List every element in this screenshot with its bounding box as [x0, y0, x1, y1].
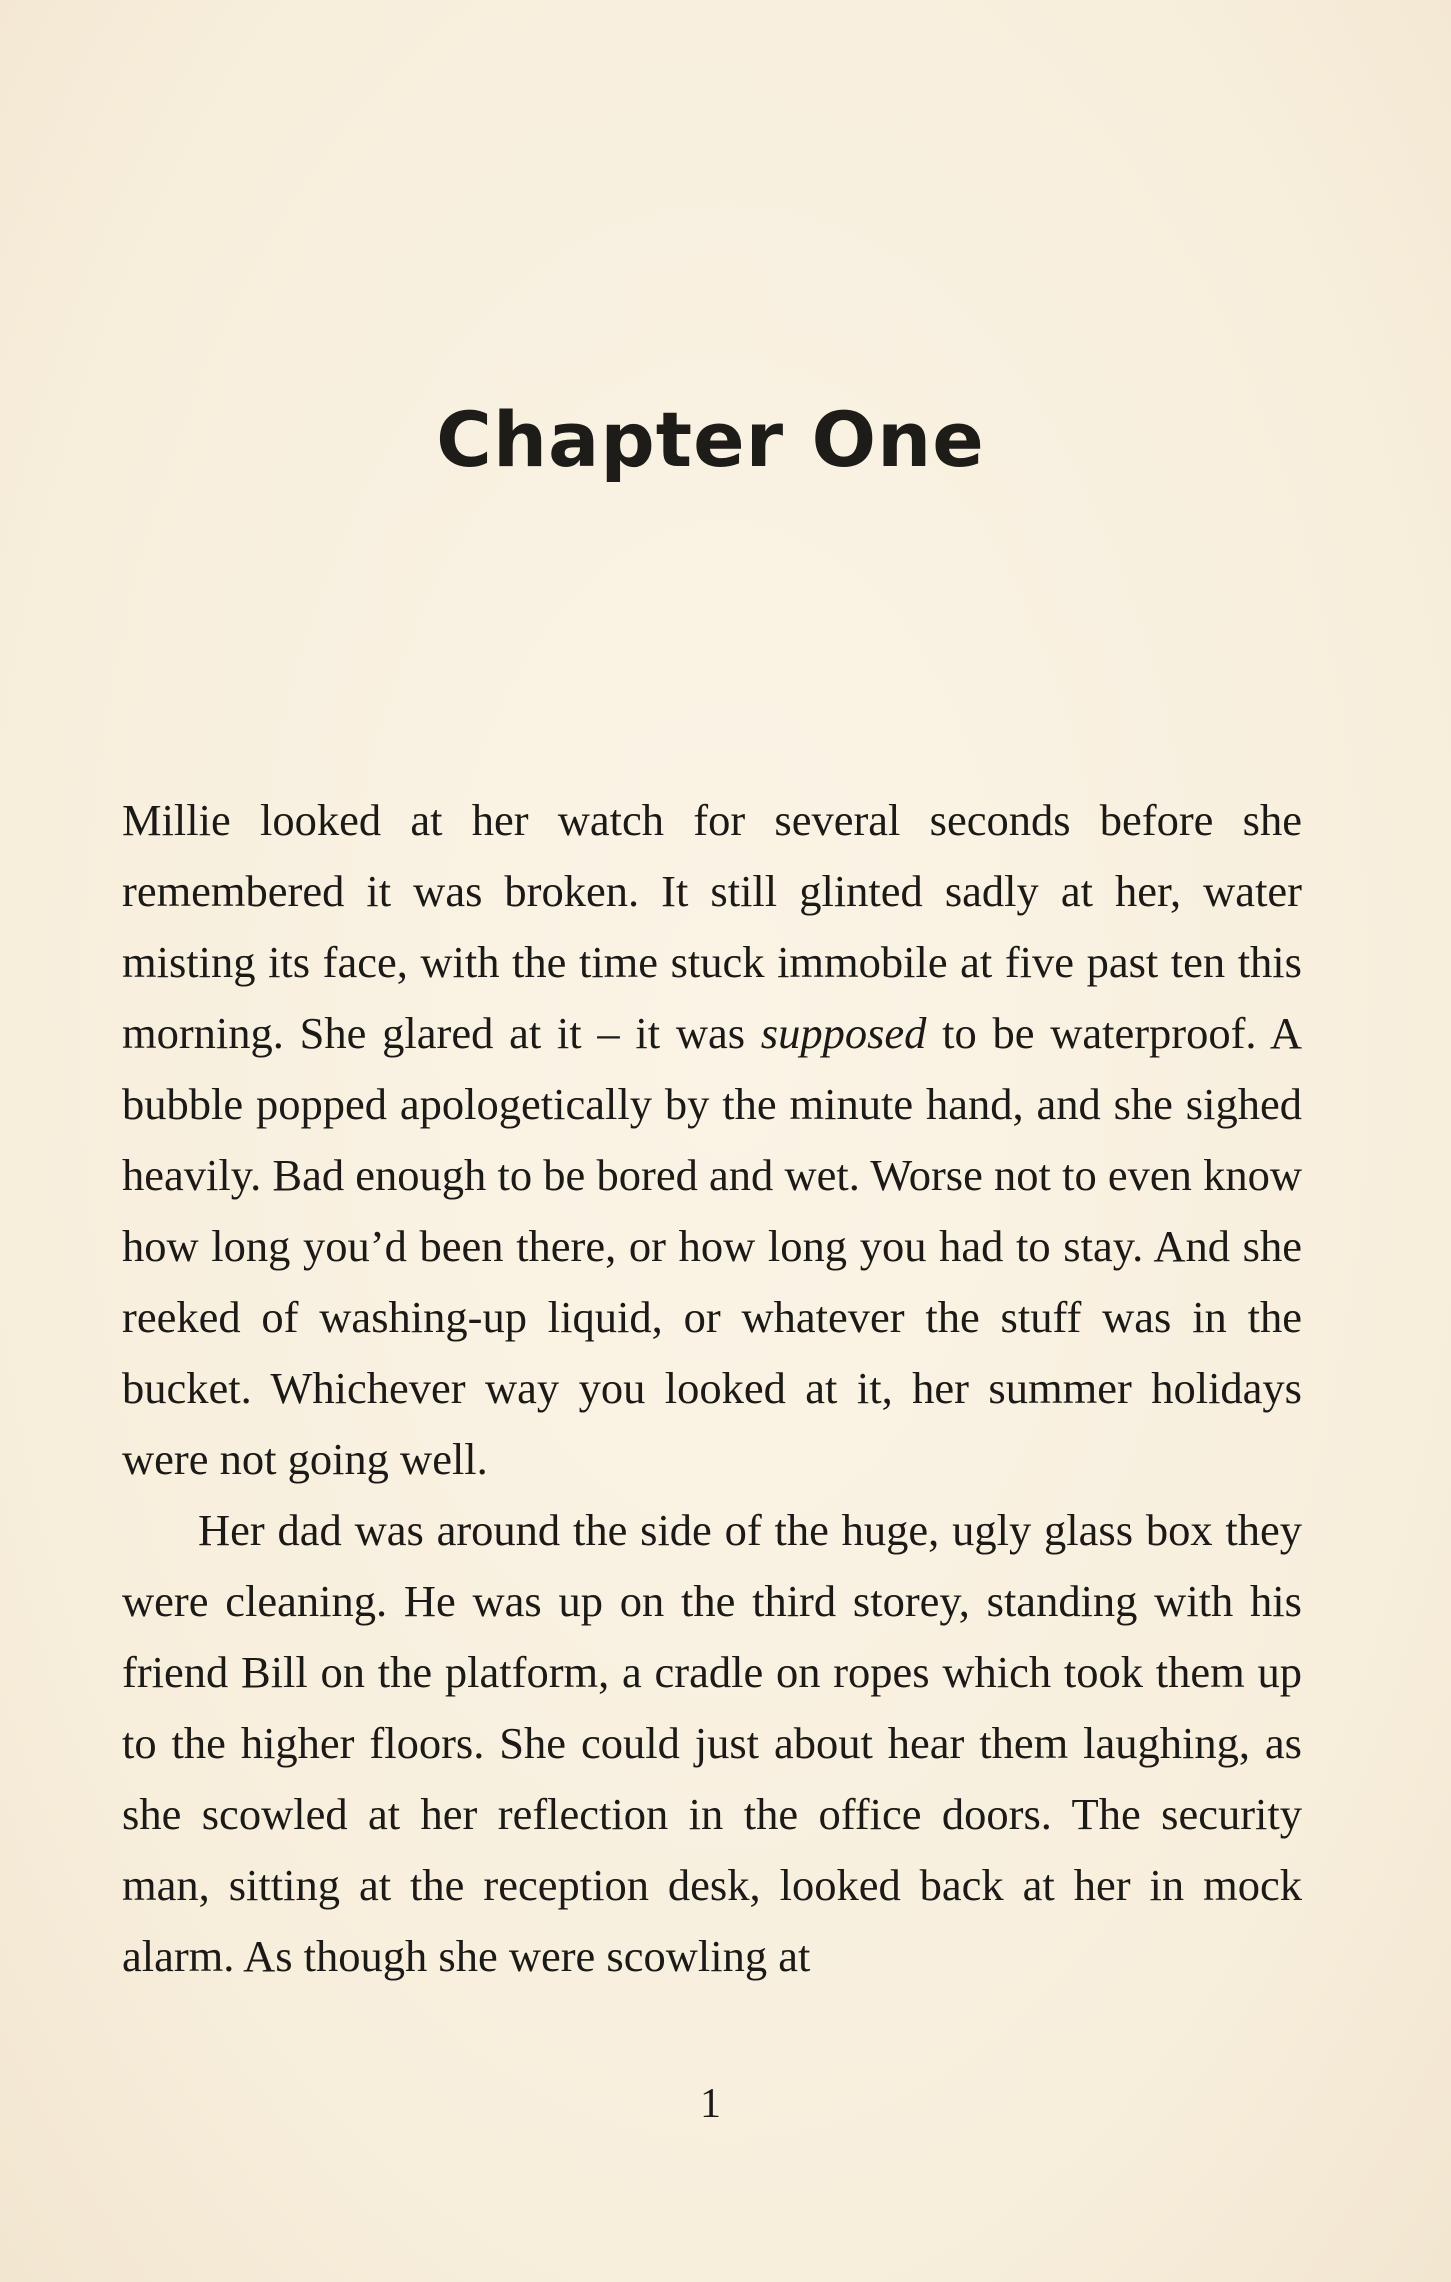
- chapter-body: [122, 785, 1302, 1992]
- paragraph-1-emphasis: supposed: [760, 1008, 927, 1058]
- paragraph-1: [122, 785, 1302, 1495]
- paragraph-1-text-end: to be waterproof. A bubble popped apologetically by the minute hand, and she sighed heavily. Bad enough to be bored and wet. Worse not to even know how long you’d been there, or how long you had to stay. And she reeked of washing-up liquid, or whatever the stuff was in the bucket. Whichever way you looked at it, her summer holidays were not going well.: [122, 1008, 1302, 1484]
- paragraph-1-text-start: Millie looked at her watch for several seconds before she remembered it was broken. It still glinted sadly at her, water misting its face, with the time stuck immobile at five past ten this morning. She glared at it – it was: [122, 795, 1302, 1058]
- paragraph-2: Her dad was around the side of the huge, ugly glass box they were cleaning. He was up on the third storey, standing with his friend Bill on the platform, a cradle on ropes which took them up to the higher floors. She could just about hear them laughing, as she scowled at her reflection in the office doors. The security man, sitting at the reception desk, looked back at her in mock alarm. As though she were scowling at: [122, 1505, 1302, 1981]
- page-number: 1: [700, 2081, 721, 2127]
- chapter-title: Chapter One: [436, 395, 985, 484]
